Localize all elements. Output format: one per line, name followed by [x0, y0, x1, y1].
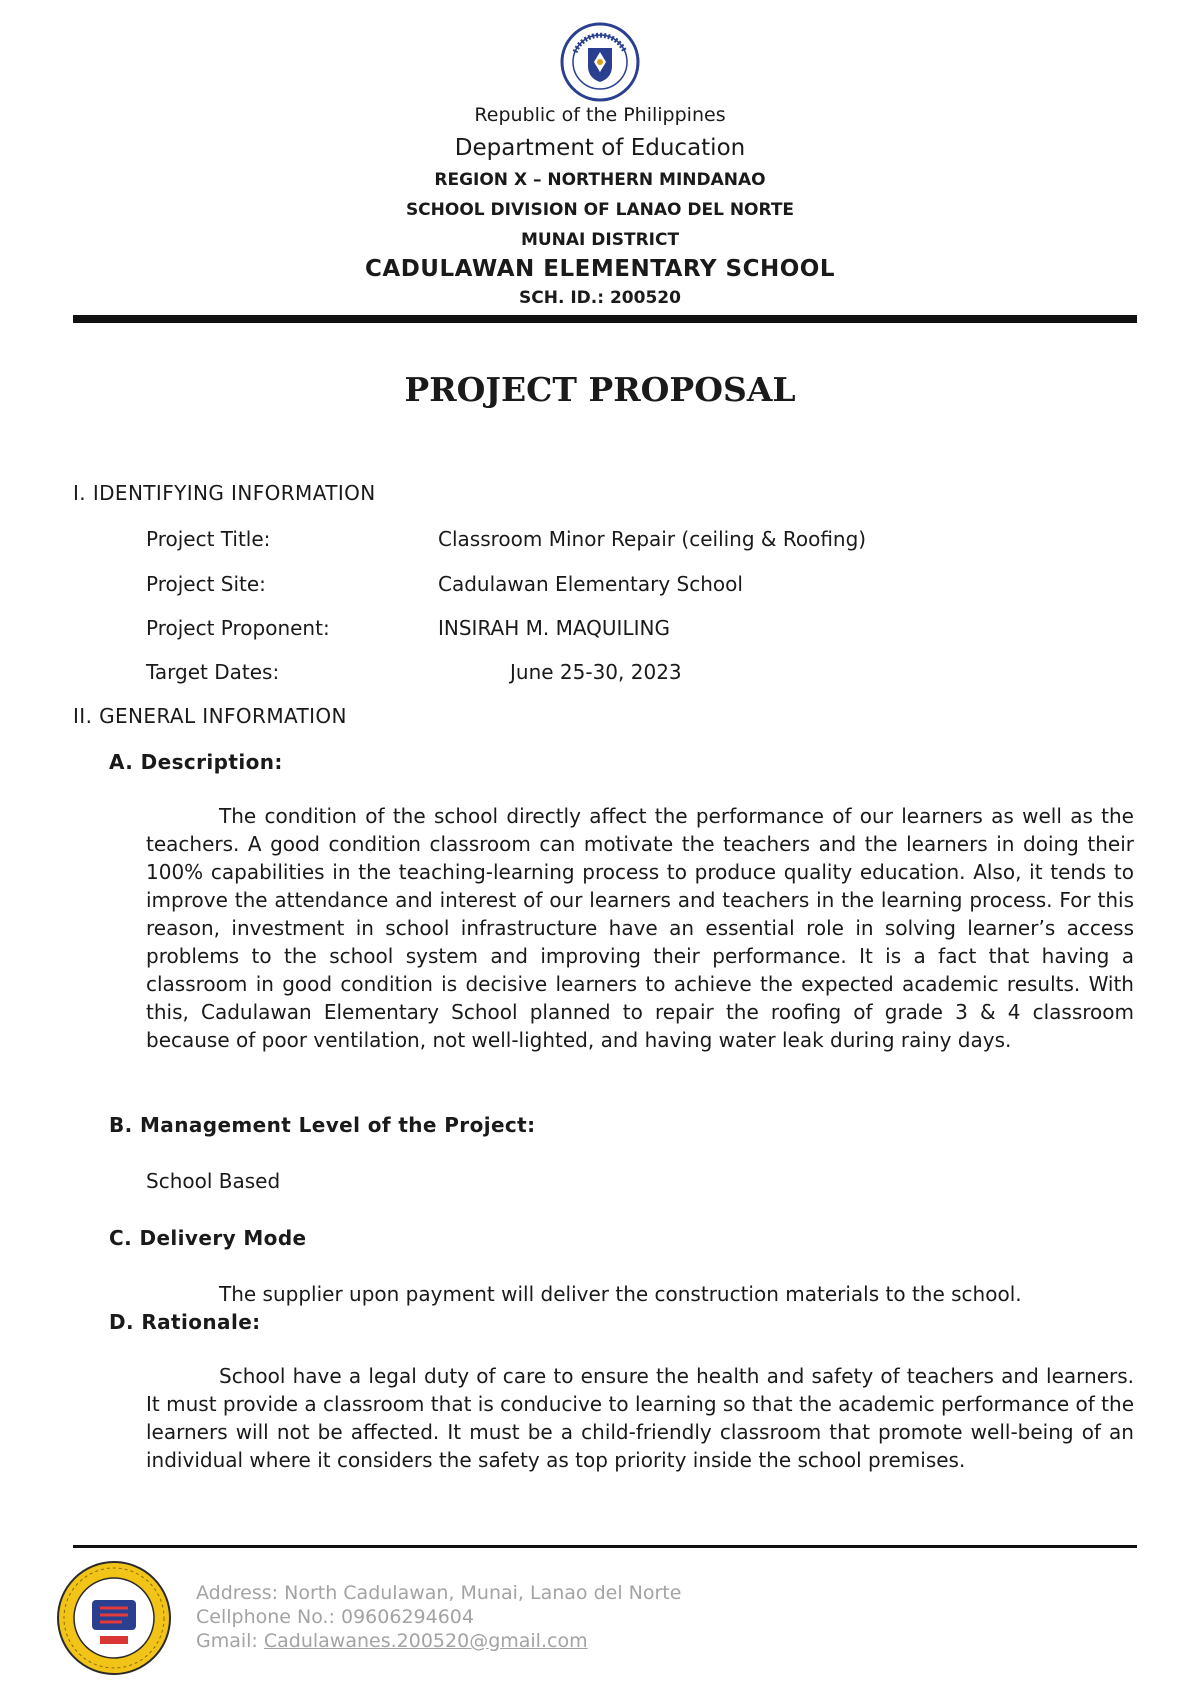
- page-title: PROJECT PROPOSAL: [404, 370, 796, 409]
- project-title-value: Classroom Minor Repair (ceiling & Roofing): [438, 527, 867, 551]
- management-level-value: School Based: [146, 1169, 281, 1193]
- footer-email-label: Gmail:: [196, 1630, 264, 1652]
- school-name: CADULAWAN ELEMENTARY SCHOOL: [365, 256, 835, 282]
- project-proponent-value: INSIRAH M. MAQUILING: [438, 616, 670, 640]
- section-general-heading: II. GENERAL INFORMATION: [73, 704, 347, 728]
- section-identifying-heading: I. IDENTIFYING INFORMATION: [73, 481, 376, 505]
- project-proponent-label: Project Proponent:: [146, 616, 330, 640]
- project-site-value: Cadulawan Elementary School: [438, 572, 743, 596]
- footer-email-link[interactable]: Cadulawanes.200520@gmail.com: [263, 1630, 588, 1652]
- management-level-heading: B. Management Level of the Project:: [109, 1113, 536, 1137]
- department-line: Department of Education: [454, 135, 746, 161]
- description-heading: A. Description:: [109, 750, 283, 774]
- project-title-label: Project Title:: [146, 527, 271, 551]
- delivery-mode-heading: C. Delivery Mode: [109, 1226, 307, 1250]
- footer-address: Address: North Cadulawan, Munai, Lanao del Norte: [196, 1582, 682, 1604]
- region-line: REGION X – NORTHERN MINDANAO: [434, 170, 766, 190]
- school-id: SCH. ID.: 200520: [519, 288, 681, 308]
- target-dates-label: Target Dates:: [146, 660, 280, 684]
- school-logo-icon: [56, 1560, 172, 1676]
- footer-divider: [73, 1545, 1137, 1548]
- footer-phone: Cellphone No.: 09606294604: [196, 1606, 474, 1628]
- rationale-paragraph: School have a legal duty of care to ensure the health and safety of teachers and learners. It must provide a classroom that is conducive to learning so that the academic performance of the learners will not be affected. It must be a child-friendly classroom that promote well-being of an individual where it considers the safety as top priority inside the school premises.: [146, 1364, 1134, 1472]
- republic-line: Republic of the Philippines: [474, 104, 726, 126]
- footer-email: [196, 1630, 588, 1652]
- deped-seal-icon: [560, 22, 640, 102]
- header-divider: [73, 315, 1137, 323]
- division-line: SCHOOL DIVISION OF LANAO DEL NORTE: [405, 200, 795, 220]
- description-paragraph: The condition of the school directly affect the performance of our learners as well as the teachers. A good condition classroom can motivate the teachers and the learners in doing their 100% capabilities in the teaching-learning process to produce quality education. Also, it tends to improve the attendance and interest of our learners and teachers in the learning process. For this reason, investment in school infrastructure have an essential role in solving learner’s access problems to the school system and improving their performance. It is a fact that having a classroom in good condition is decisive learners to achieve the expected academic results. With this, Cadulawan Elementary School planned to repair the roofing of grade 3 & 4 classroom because of poor ventilation, not well-lighted, and having water leak during rainy days.: [146, 804, 1134, 1052]
- project-site-label: Project Site:: [146, 572, 266, 596]
- rationale-heading: D. Rationale:: [109, 1310, 261, 1334]
- district-line: MUNAI DISTRICT: [520, 230, 680, 250]
- delivery-mode-text: The supplier upon payment will deliver the construction materials to the school.: [219, 1282, 1022, 1306]
- target-dates-value: June 25-30, 2023: [510, 660, 682, 684]
